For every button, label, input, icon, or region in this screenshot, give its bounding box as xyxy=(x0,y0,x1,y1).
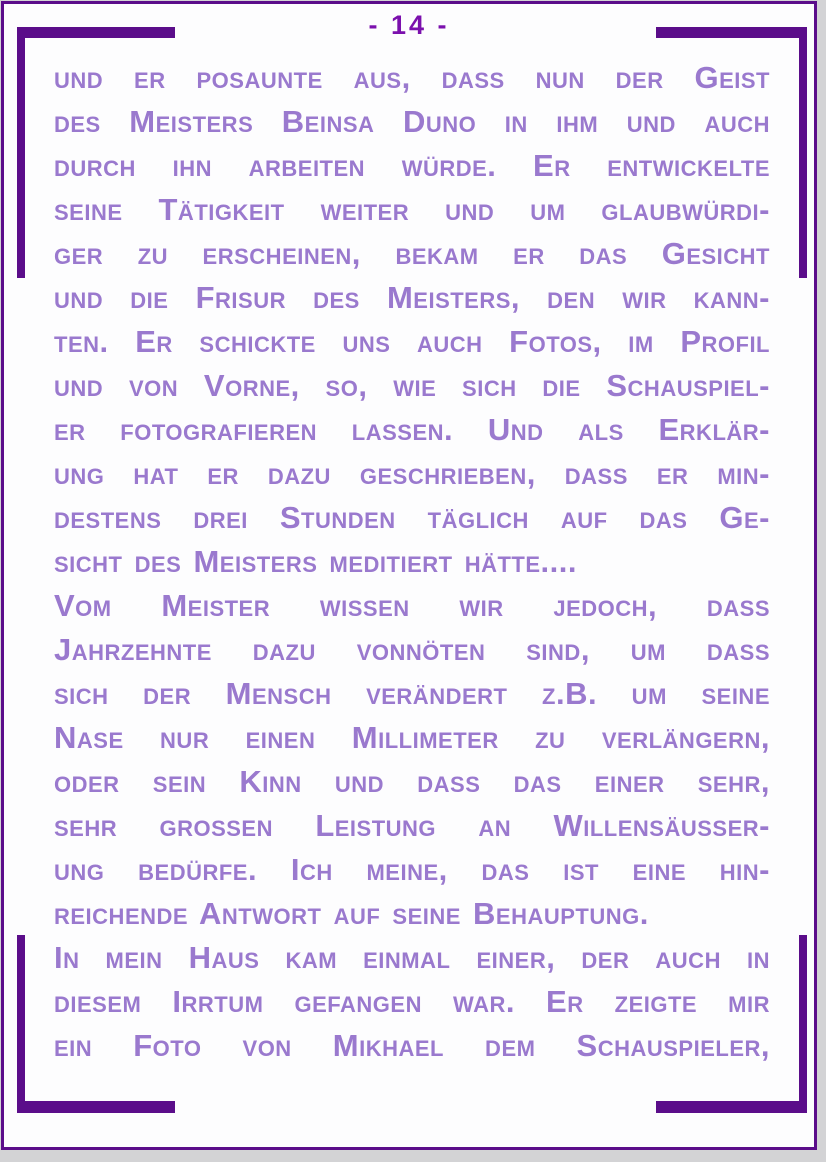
text-line: ung bedürfe. Ich meine, das ist eine hin- xyxy=(54,852,770,887)
text-line: und die Frisur des Meisters, den wir kann- xyxy=(54,280,770,315)
document-page xyxy=(1,1,817,1150)
text-line: und von Vorne, so, wie sich die Schauspiel- xyxy=(54,368,770,403)
text-line: diesem Irrtum gefangen war. Er zeigte mir xyxy=(54,984,770,1019)
text-line: ten. Er schickte uns auch Fotos, im Profil xyxy=(54,324,770,359)
text-line: ung hat er dazu geschrieben, dass er min- xyxy=(54,456,770,491)
text-line: Jahrzehnte dazu vonnöten sind, um dass xyxy=(54,632,770,667)
text-line: Vom Meister wissen wir jedoch, dass xyxy=(54,588,770,623)
text-line-paragraph-end: sicht des Meisters meditiert hätte.... xyxy=(54,544,577,579)
text-line: Nase nur einen Millimeter zu verlängern, xyxy=(54,720,770,755)
page-number: - 14 - xyxy=(368,10,450,40)
text-line: und er posaunte aus, dass nun der Geist xyxy=(54,60,770,95)
text-line: destens drei Stunden täglich auf das Ge- xyxy=(54,500,770,535)
text-line: sich der Mensch verändert z.B. um seine xyxy=(54,676,770,711)
text-line-paragraph-end: reichende Antwort auf seine Behauptung. xyxy=(54,896,649,931)
text-line: durch ihn arbeiten würde. Er entwickelte xyxy=(54,148,770,183)
text-line: des Meisters Beinsa Duno in ihm und auch xyxy=(54,104,770,139)
text-line: ein Foto von Mikhael dem Schauspieler, xyxy=(54,1028,770,1063)
text-line: In mein Haus kam einmal einer, der auch in xyxy=(54,940,770,975)
page-text xyxy=(54,56,770,1068)
text-line: seine Tätigkeit weiter und um glaubwürdi- xyxy=(54,192,770,227)
text-line: er fotografieren lassen. Und als Erklär- xyxy=(54,412,770,447)
text-line: ger zu erscheinen, bekam er das Gesicht xyxy=(54,236,770,271)
text-line: sehr grossen Leistung an Willensäusser- xyxy=(54,808,770,843)
text-line: oder sein Kinn und dass das einer sehr, xyxy=(54,764,770,799)
